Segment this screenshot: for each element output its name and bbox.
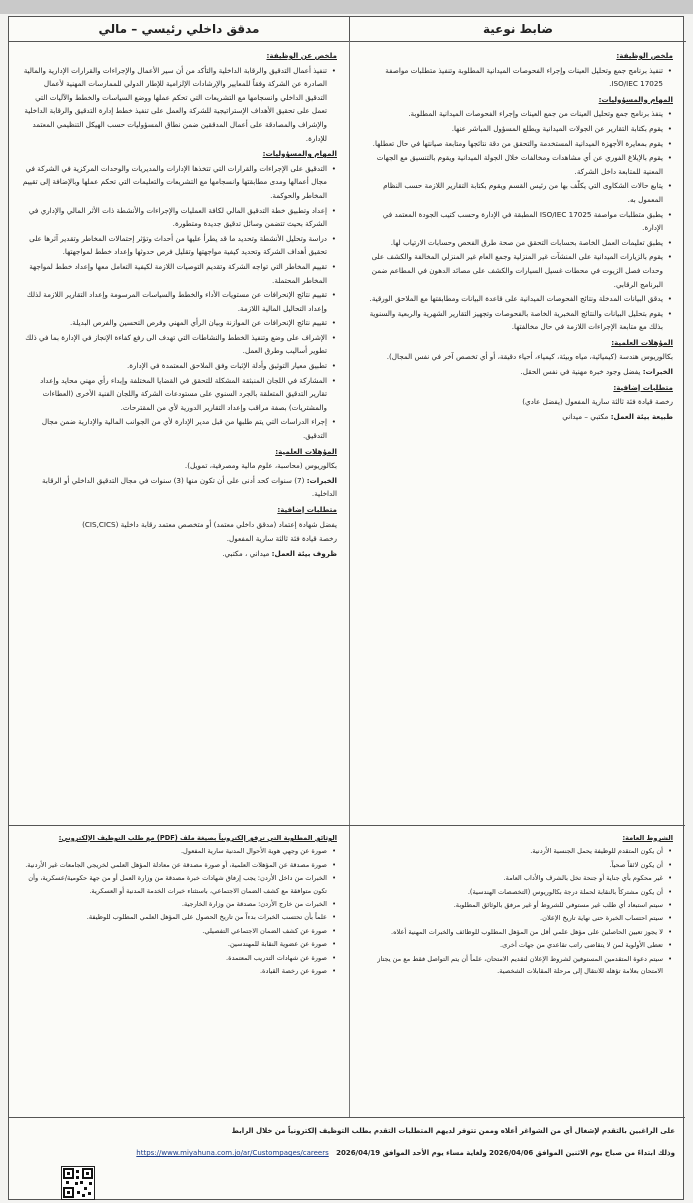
conditions-list (362, 845, 673, 977)
environment-label: ظروف بيئة العمل: (271, 548, 337, 558)
list-item: • سيتم دعوة المتقدمين المستوفين لشروط الإعلان لتقديم الامتحان، علماً أن يتم التواصل فقط مع من يجتاز الامتحان بعلامة تؤهله للانتقال إلى مرحلة المقابلات الشخصية. (362, 953, 663, 978)
list-item: • تطبيق معيار التوثيق وأدلة الإثبات وفق الملاحق المعتمدة في الإدارة. (21, 359, 327, 373)
environment-row (362, 410, 673, 424)
list-item: • يطبق تعليمات العمل الخاصة بحسابات التحقق من صحة طرق الفحص وحسابات الارتياب لها. (362, 236, 663, 250)
list-item: • صورة عن شهادات التدريب المعتمدة. (21, 952, 327, 964)
extra-text: رخصة قيادة فئة ثالثة سارية المفعول (يفضل عادي) (522, 397, 673, 407)
list-item: • يقوم بالزيارات الميدانية على المنشآت غير المنزلية وجمع العام غير المنزلي المخالفة والكشف على وحدات فصل الزيوت في محطات غسيل السيارات والكشف على مصائد الدهون في المطاعم ضمن البرنامج الرقابي. (362, 250, 663, 291)
section-title: ملخص الوظيفة: (616, 51, 673, 60)
documents-list (21, 845, 337, 977)
experience-label: الخبرات: (306, 475, 337, 485)
list-item: • غير محكوم بأي جناية أو جنحة تخل بالشرف والأداب العامة. (362, 872, 663, 884)
list-item: • المشاركة في اللجان المنبثقة المشكلة للتحقق في القضايا المختلفة وإبداء رأي مهني محايد وإعداد تقارير التدقيق المتعلقة بالجرد السنوي على مستودعات الشركة واللجان الفنية الأخرى (العطاءات والمشتريات) بصفة مراقب وإعداد التقارير الدورية لأي من المقترحات. (21, 374, 327, 415)
job-announcement-page (8, 16, 684, 1200)
list-item: • أن يكون المتقدم للوظيفة يحمل الجنسية الأردنية. (362, 845, 663, 857)
list-item: • يقوم بمعايرة الأجهزة الميدانية المستخدمة والتحقق من دقة نتائجها ومتابعة صيانتها في حال تعطلها. (362, 137, 663, 151)
list-item: • ينفذ برنامج جمع وتحليل العينات من جمع العينات وإجراء الفحوصات الميدانية المطلوبة. (362, 107, 663, 121)
careers-link[interactable]: https://www.miyahuna.com.jo/ar/Custompages/careers (136, 1149, 329, 1157)
list-item: • الخبرات من خارج الأردن: مصدقة من وزارة الخارجية. (21, 898, 327, 910)
list-item: • صورة مصدقة عن المؤهلات العلمية، أو صورة مصدقة عن معادلة المؤهل العلمي لخريجي الجامعات غير الأردنية. (21, 859, 327, 871)
section-title: المؤهلات العلمية: (275, 446, 337, 456)
list-item: • يطبق متطلبات مواصفة ISO/IEC 17025 المطبقة في الإدارة وحسب كتيب الجودة المعتمد في الإدارة. (362, 208, 663, 235)
list-item: • أن يكون لائقاً صحياً. (362, 859, 663, 871)
application-period: وذلك ابتداءً من صباح يوم الاثنين الموافق 2026/04/06 ولغاية مساء يوم الأحد الموافق 2026/04/19 (336, 1149, 675, 1157)
list-item: • صورة عن عضوية النقابة للمهندسين. (21, 938, 327, 950)
list-item: • يقوم بتحليل البيانات والنتائج المخبرية الخاصة بالفحوصات وتجهيز التقارير الشهرية والربعية والسنوية بذلك مع متابعة الإجراءات اللازمة في حال مخالفتها. (362, 307, 663, 334)
extra-text-2: رخصة قيادة فئة ثالثة سارية المفعول. (226, 534, 337, 544)
list-item: • صورة عن رخصة القيادة. (21, 965, 327, 977)
list-item: • صورة عن وجهي هوية الأحوال المدنية سارية المفعول. (21, 845, 327, 857)
list-item: • دراسة وتحليل الأنشطة وتحديد ما قد يطرأ عليها من أحداث وتؤثر إحتمالات المخاطر وتقدير آثرها على تحقيق أهداف الشركة وتحديد كيفية مواجهتها وتقليل فرص حدوثها وإعداد خطط لمواجهتها. (21, 232, 327, 259)
top-bar (0, 0, 693, 14)
qr-code-icon (61, 1166, 95, 1200)
section-title: متطلبات إضافية: (277, 505, 337, 514)
list-item: • تقييم المخاطر التي تواجه الشركة وتقديم التوصيات اللازمة لكيفية التعامل معها وإعداد خطط لمواجهة المخاطر المحتملة. (21, 260, 327, 287)
section-title: متطلبات إضافية: (613, 382, 673, 392)
general-conditions (349, 826, 685, 1118)
list-item: • التدقيق على الإجراءات والقرارات التي تتخذها الإدارات والمديريات والوحدات المركزية في الشركة في مجال أعمالها ومدى مطابقتها وانسجامها مع التشريعات والتعليمات التي تحكم عملها وبالإضافة إلى تقييم المخاطر والحوكمة. (21, 162, 327, 203)
qualification-text: بكالوريوس (محاسبة، علوم مالية ومصرفية، تمويل). (184, 461, 337, 471)
section-title: المهام والمسؤوليات: (262, 149, 337, 159)
required-documents (9, 826, 349, 1118)
list-item: • تنفيذ برنامج جمع وتحليل العينات وإجراء الفحوصات الميدانية المطلوبة وتنفيذ متطلبات مواصفة ISO/IEC 17025. (362, 64, 663, 91)
environment-text: ميداني ، مكتبي. (222, 548, 270, 558)
extra-text: يفضل شهادة إعتماد (مدقق داخلي معتمد) أو متخصص معتمد رقابة داخلية (CIS,CICS) (82, 519, 337, 529)
environment-row (21, 547, 337, 561)
environment-label: طبيعة بيئة العمل: (610, 411, 673, 421)
list-item: • علماً بأن تحتسب الخبرات بدءاً من تاريخ الحصول على المؤهل العلمي المطلوب للوظيفة. (21, 911, 327, 923)
header-internal-auditor: مدقق داخلي رئيسي – مالي (9, 17, 349, 42)
list-item: • تقييم نتائج الإنحرافات عن الموازنة وبيان الرأي المهني وفرص التحسين والفرص البديلة. (21, 316, 327, 330)
experience-text: (7) سنوات كحد أدنى على أن تكون منها (3) سنوات في مجال التدقيق الداخلي أو الرقابة الداخلية. (42, 475, 337, 499)
environment-text: مكتبي – ميداني (562, 411, 609, 421)
list-item: • الإشراف على وضع وتنفيذ الخطط والنشاطات التي تهدف الى رفع كفاءة الإنجاز في الإدارة بما في ذلك تطوير أساليب وطرق العمل. (21, 331, 327, 358)
list-item: • يدقق البيانات المدخلة ونتائج الفحوصات الميدانية على قاعدة البيانات ومطابقتها مع الملاحق الورقية. (362, 292, 663, 306)
list-item: • تقييم نتائج الإنحرافات عن مستويات الأداء والخطط والسياسات المرسومة وإعداد التقارير اللازمة لذلك وإعداد التحاليل المالية اللازمة. (21, 288, 327, 315)
list-item: • يقوم بكتابة التقارير عن الجولات الميدانية ويطلع المسؤول المباشر عنها. (362, 122, 663, 136)
quality-officer-column (349, 41, 685, 825)
list-item: • أن يكون مشتركاً بالنقابة لحملة درجة بكالوريوس (التخصصات الهندسية). (362, 886, 663, 898)
list-item: • صورة عن كشف الضمان الاجتماعي التفصيلي. (21, 925, 327, 937)
footer-dates-row (75, 1146, 675, 1160)
summary-list (362, 64, 673, 91)
list-item: • تعطى الأولوية لمن لا يتقاضى راتب تقاعدي من جهات أخرى. (362, 939, 663, 951)
header-quality-officer: ضابط نوعية (349, 17, 686, 42)
list-item: • لا يجوز تعيين الحاصلين على مؤهل علمي أقل من المؤهل المطلوب للوظائف والخبرات المهنية أعلاه. (362, 926, 663, 938)
list-item: • إعداد وتطبيق خطة التدقيق المالي لكافة العمليات والإجراءات والأنشطة ذات الأثر المالي والإداري في الشركة بحيث تتضمن وسائل تدقيق جديدة ومتطورة. (21, 204, 327, 231)
experience-label: الخبرات: (642, 367, 673, 377)
duties-list (21, 162, 337, 443)
list-item: • إجراء الدراسات التي يتم طلبها من قبل مدير الإدارة لأي من الجوانب المالية والإدارية ضمن مجال التدقيق. (21, 415, 327, 442)
summary-list (21, 64, 337, 146)
duties-list (362, 107, 673, 334)
experience-row (362, 365, 673, 379)
section-title: الوثائق المطلوبة التي ترفق إلكترونياً بصيغة ملف (PDF) مع طلب التوظيف الإلكتروني: (58, 834, 337, 842)
qualification-text: بكالوريوس هندسة (كيميائية، مياه وبيئة، كيمياء، أحياء دقيقة، أو أي تخصص آخر في نفس المجال). (386, 352, 673, 362)
list-item: • الخبرات من داخل الأردن: يجب إرفاق شهادات خبرة مصدقة من وزارة العمل أو من جهة حكومية/عسكرية، وأن تكون متوافقة مع كشف الضمان الاجتماعي، باستثناء خبرات الخدمة المدنية أو العسكرية. (21, 872, 327, 897)
experience-row (21, 474, 337, 501)
list-item: • تنفيذ أعمال التدقيق والرقابة الداخلية والتأكد من أن سير الأعمال والإجراءات والقرارات الإدارية والمالية الصادرة عن الشركة وفقاً للمعايير والإرشادات الإلزامية للإطار الدولي للممارسات المهنية لأعمال التدقيق الداخلي وانسجامها مع التشريعات التي تحكم عملها ووضع السياسات والخطط والآليات التي تعمل على تحقيق الأهداف الإستراتيجية للشركة والعمل على تنفيذ خطط إدارة التدقيق والرقابة الداخلية والإشراف والمصادقة على أعمال المدققين ضمن نطاق المسؤوليات حسب الهيكل التنظيمي المعتمد للإدارة. (21, 64, 327, 146)
section-title: المؤهلات العلمية: (611, 337, 673, 347)
list-item: • يقوم بالإبلاغ الفوري عن أي مشاهدات ومخالفات خلال الجولة الميدانية ويقوم بالتنسيق مع الجهات المعنية للمتابعة داخل الشركة. (362, 151, 663, 178)
list-item: • يتابع حالات الشكاوى التي يكلّف بها من رئيس القسم ويقوم بكتابة التقارير اللازمة حسب النظام المعمول به. (362, 179, 663, 206)
list-item: • سيتم استبعاد أي طلب غير مستوفي للشروط أو غير مرفق بالوثائق المطلوبة. (362, 899, 663, 911)
footer (9, 1117, 685, 1202)
list-item: • سيتم احتساب الخبرة حتى نهاية تاريخ الإعلان. (362, 912, 663, 924)
conditions-section (9, 825, 685, 1118)
footer-instructions: على الراغبين بالتقدم لإشغال أي من الشواغر أعلاه وممن تتوفر لديهم المتطلبات التقدم بطلب التوظيف إلكترونياً من خلال الرابط (231, 1127, 675, 1135)
experience-text: يفضل وجود خبرة مهنية في نفس الحقل. (520, 367, 641, 377)
section-title: الشروط العامة: (622, 834, 673, 842)
section-title: ملخص عن الوظيفة: (266, 51, 337, 60)
section-title: المهام والمسؤوليات: (598, 94, 673, 104)
internal-auditor-column (9, 41, 349, 825)
